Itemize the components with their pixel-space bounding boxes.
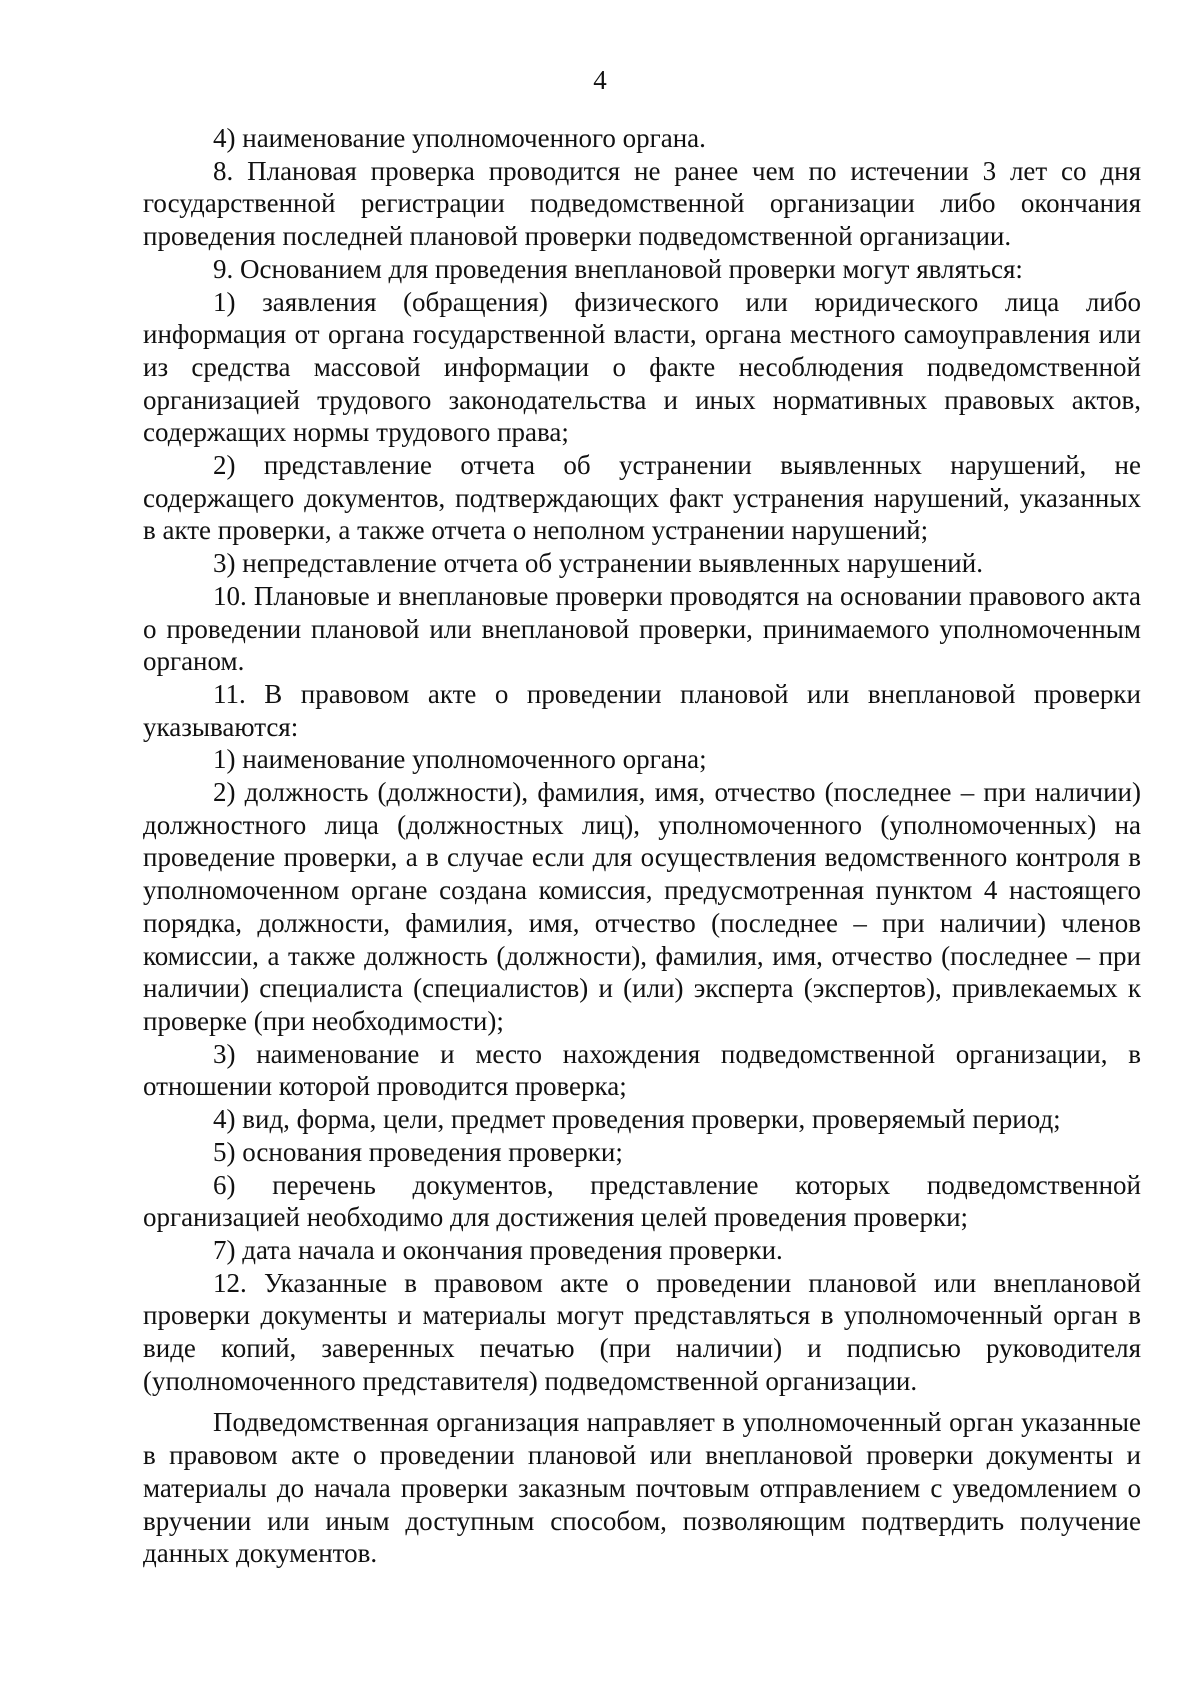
paragraph-clause-8: 8. Плановая проверка проводится не ранее чем по истечении 3 лет со дня государственной регистрации подведомственной организации либо окончания проведения последней плановой проверки подведомственной организации. bbox=[143, 155, 1141, 252]
paragraph-clause-11-item-1: 1) наименование уполномоченного органа; bbox=[213, 744, 707, 775]
paragraph-clause-11-item-3: 3) наименование и место нахождения подведомственной организации, в отношении которой проводится проверка; bbox=[143, 1038, 1141, 1102]
paragraph-clause-12: 12. Указанные в правовом акте о проведении плановой или внеплановой проверки документы и материалы могут представляться в уполномоченный орган в виде копий, заверенных печатью (при наличии) и подписью руководителя (уполномоченного представителя) подведомственной организации. bbox=[143, 1267, 1141, 1396]
paragraph-clause-9-item-2: 2) представление отчета об устранении выявленных нарушений, не содержащего документов, подтверждающих факт устранения нарушений, указанных в акте проверки, а также отчета о неполном устранении нарушений; bbox=[143, 450, 1141, 546]
paragraph-clause-9: 9. Основанием для проведения внеплановой проверки могут являться: bbox=[213, 253, 1023, 284]
paragraph-clause-11-item-6: 6) перечень документов, представление которых подведомственной организацией необходимо для достижения целей проведения проверки; bbox=[143, 1169, 1141, 1233]
page-number: 4 bbox=[593, 65, 607, 95]
paragraph-clause-10: 10. Плановые и внеплановые проверки проводятся на основании правового акта о проведении плановой или внеплановой проверки, принимаемого уполномоченным органом. bbox=[143, 580, 1141, 677]
document-body bbox=[143, 122, 1141, 1570]
paragraph-clause-11-item-7: 7) дата начала и окончания проведения проверки. bbox=[213, 1234, 783, 1265]
paragraph-clause-11-item-2: 2) должность (должности), фамилия, имя, отчество (последнее – при наличии) должностного лица (должностных лиц), уполномоченного (уполномоченных) на проведение проверки, а в случае если для осуществления ведомственного контроля в уполномоченном органе создана комиссия, предусмотренная пунктом 4 настоящего порядка, должности, фамилия, имя, отчество (последнее – при наличии) членов комиссии, а также должность (должности), фамилия, имя, отчество (последнее – при наличии) специалиста (специалистов) и (или) эксперта (экспертов), привлекаемых к проверке (при необходимости); bbox=[143, 777, 1141, 1036]
paragraph-clause-12-continuation: Подведомственная организация направляет в уполномоченный орган указанные в правовом акте о проведении плановой или внеплановой проверки документы и материалы до начала проверки заказным почтовым отправлением с уведомлением о вручении или иным доступным способом, позволяющим подтвердить получение данных документов. bbox=[143, 1407, 1141, 1569]
paragraph-clause-11-item-4: 4) вид, форма, цели, предмет проведения проверки, проверяемый период; bbox=[213, 1104, 1061, 1135]
paragraph-clause-9-item-1: 1) заявления (обращения) физического или юридического лица либо информация от органа государственной власти, органа местного самоуправления или из средства массовой информации о факте несоблюдения подведомственной организацией трудового законодательства и иных нормативных правовых актов, содержащих нормы трудового права; bbox=[143, 286, 1141, 448]
paragraph-item-4-authority-name: 4) наименование уполномоченного органа. bbox=[213, 123, 706, 153]
paragraph-clause-9-item-3: 3) непредставление отчета об устранении выявленных нарушений. bbox=[213, 548, 983, 579]
paragraph-clause-11: 11. В правовом акте о проведении плановой или внеплановой проверки указываются: bbox=[143, 678, 1141, 742]
paragraph-clause-11-item-5: 5) основания проведения проверки; bbox=[213, 1136, 623, 1167]
